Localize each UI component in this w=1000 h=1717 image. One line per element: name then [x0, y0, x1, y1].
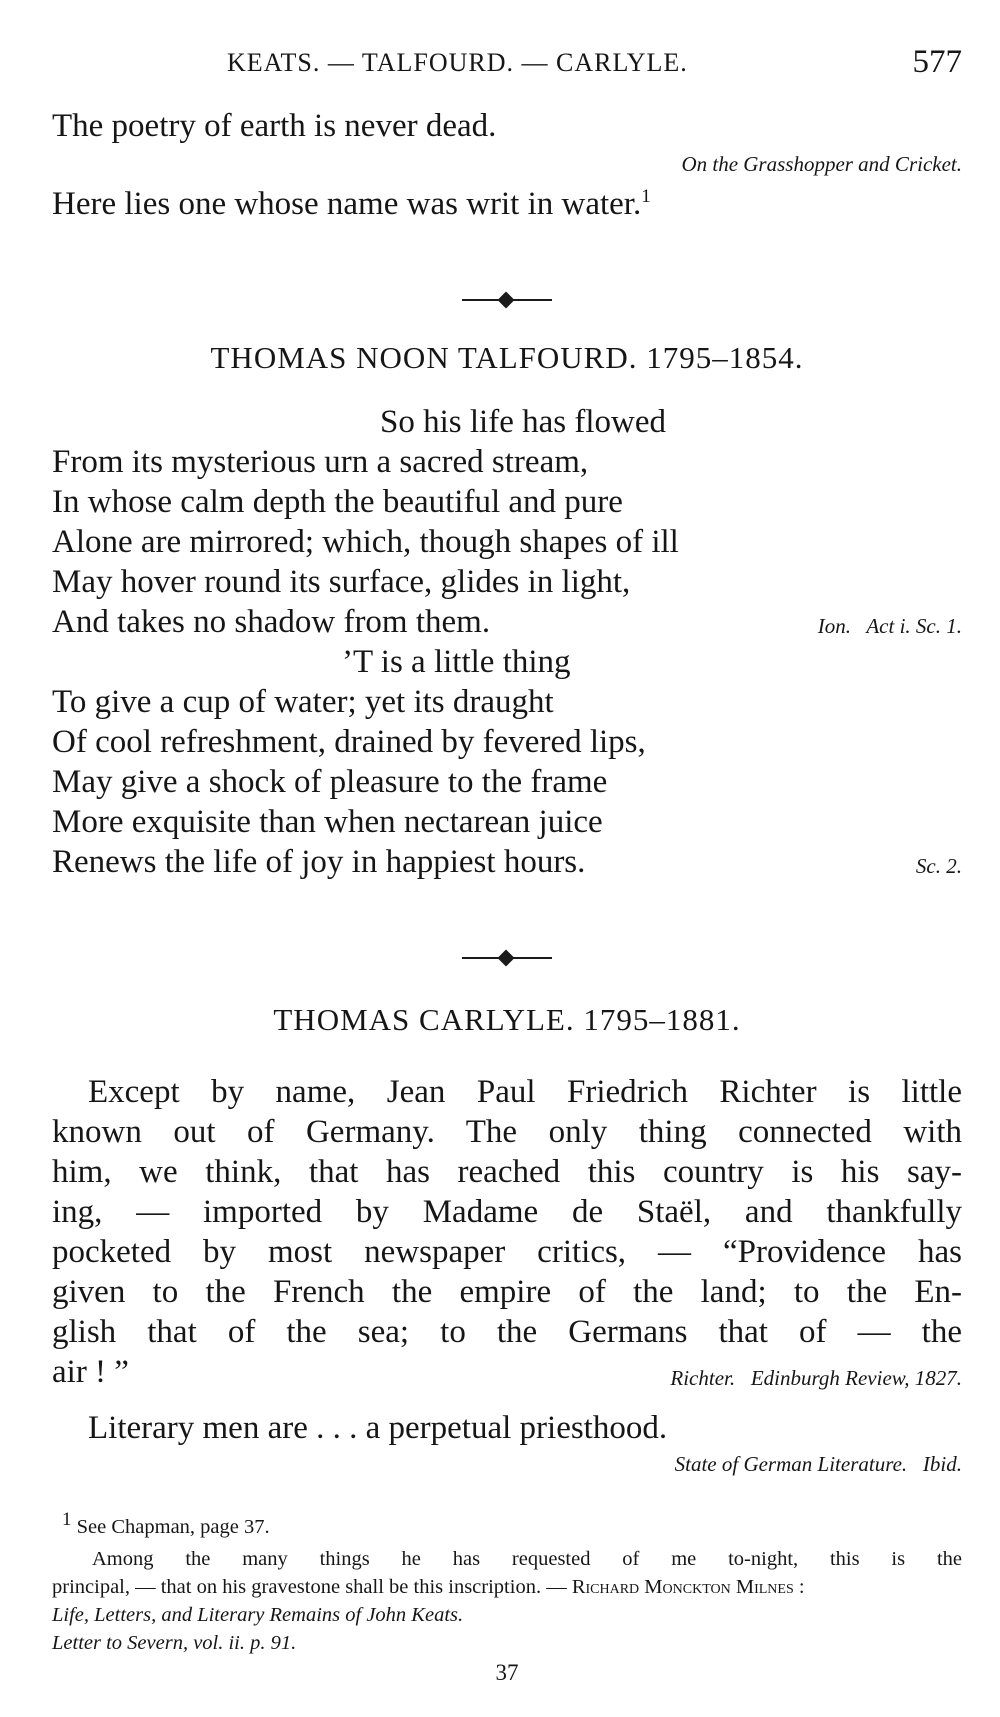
talfourd-q1-line-2: From its mysterious urn a sacred stream, [52, 444, 589, 480]
talfourd-q2-line-1: ’T is a little thing [342, 644, 571, 680]
talfourd-q1-line-6: And takes no shadow from them. [52, 604, 491, 640]
talfourd-cite-1: Ion. Act i. Sc. 1. [817, 614, 962, 638]
page-number: 577 [912, 44, 962, 80]
carlyle-heading: THOMAS CARLYLE. 1795–1881. [273, 1002, 741, 1037]
talfourd-q2-line-4: May give a shock of pleasure to the frame [52, 764, 608, 800]
page [52, 36, 962, 1696]
carlyle-para-line-3: him, we think, that has reached this country is his say- [52, 1154, 962, 1190]
talfourd-q2-line-2: To give a cup of water; yet its draught [52, 684, 554, 720]
footnote-marker: 1 [62, 1509, 72, 1531]
section-divider [462, 948, 552, 968]
footnote-ref-text: See Chapman, page 37. [76, 1516, 270, 1538]
talfourd-cite-2: Sc. 2. [915, 854, 962, 878]
footnote-line-2 [52, 1574, 962, 1601]
talfourd-q1-line-1: So his life has flowed [380, 404, 666, 440]
footnote-author: Richard Monckton Milnes : [571, 1576, 805, 1598]
talfourd-q2-line-3: Of cool refreshment, drained by fevered lips, [52, 724, 646, 760]
keats-quote-2 [52, 184, 651, 224]
section-divider [462, 290, 552, 310]
footnote-line-1: Among the many things he has requested of me to-night, this is the [92, 1548, 962, 1570]
carlyle-quote-2: Literary men are . . . a perpetual priesthood. [88, 1410, 668, 1446]
carlyle-para-line-7: glish that of the sea; to the Germans that of — the [52, 1314, 962, 1350]
talfourd-q2-line-5: More exquisite than when nectarean juice [52, 804, 603, 840]
talfourd-q1-line-3: In whose calm depth the beautiful and pure [52, 484, 623, 520]
talfourd-q1-line-5: May hover round its surface, glides in light, [52, 564, 631, 600]
carlyle-para-line-1: Except by name, Jean Paul Friedrich Richter is little [88, 1074, 962, 1110]
talfourd-q1-line-4: Alone are mirrored; which, though shapes of ill [52, 524, 679, 560]
carlyle-para-line-2: known out of Germany. The only thing connected with [52, 1114, 962, 1150]
carlyle-para-line-8: air ! ” [52, 1354, 129, 1390]
running-head [52, 44, 962, 88]
carlyle-cite-1: Richter. Edinburgh Review, 1827. [670, 1366, 962, 1390]
carlyle-para-line-5: pocketed by most newspaper critics, — “Providence has [52, 1234, 962, 1270]
footnote-line-2-text: principal, — that on his gravestone shall be this inscription. — [52, 1576, 572, 1598]
keats-quote-2-text: Here lies one whose name was writ in water. [52, 186, 642, 222]
footnote-line-3 [52, 1602, 962, 1629]
carlyle-para-line-6: given to the French the empire of the land; to the En- [52, 1274, 962, 1310]
divider-diamond-icon [498, 292, 515, 309]
keats-quote-1: The poetry of earth is never dead. [52, 108, 497, 144]
carlyle-para-line-4: ing, — imported by Madame de Staël, and thankfully [52, 1194, 962, 1230]
divider-diamond-icon [498, 950, 515, 967]
running-head-title: KEATS. — TALFOURD. — CARLYLE. [227, 48, 688, 77]
footnote-work: Life, Letters, and Literary Remains of John Keats. [52, 1604, 464, 1626]
signature-mark: 37 [495, 1660, 519, 1685]
talfourd-q2-line-6: Renews the life of joy in happiest hours. [52, 844, 586, 880]
footnote-ref: 1 [641, 186, 651, 207]
keats-cite-1: On the Grasshopper and Cricket. [681, 152, 962, 176]
carlyle-cite-2: State of German Literature. Ibid. [674, 1452, 962, 1476]
footnote-ref-line [62, 1509, 270, 1541]
footnote-line-4: Letter to Severn, vol. ii. p. 91. [52, 1632, 297, 1654]
talfourd-heading: THOMAS NOON TALFOURD. 1795–1854. [210, 340, 804, 375]
